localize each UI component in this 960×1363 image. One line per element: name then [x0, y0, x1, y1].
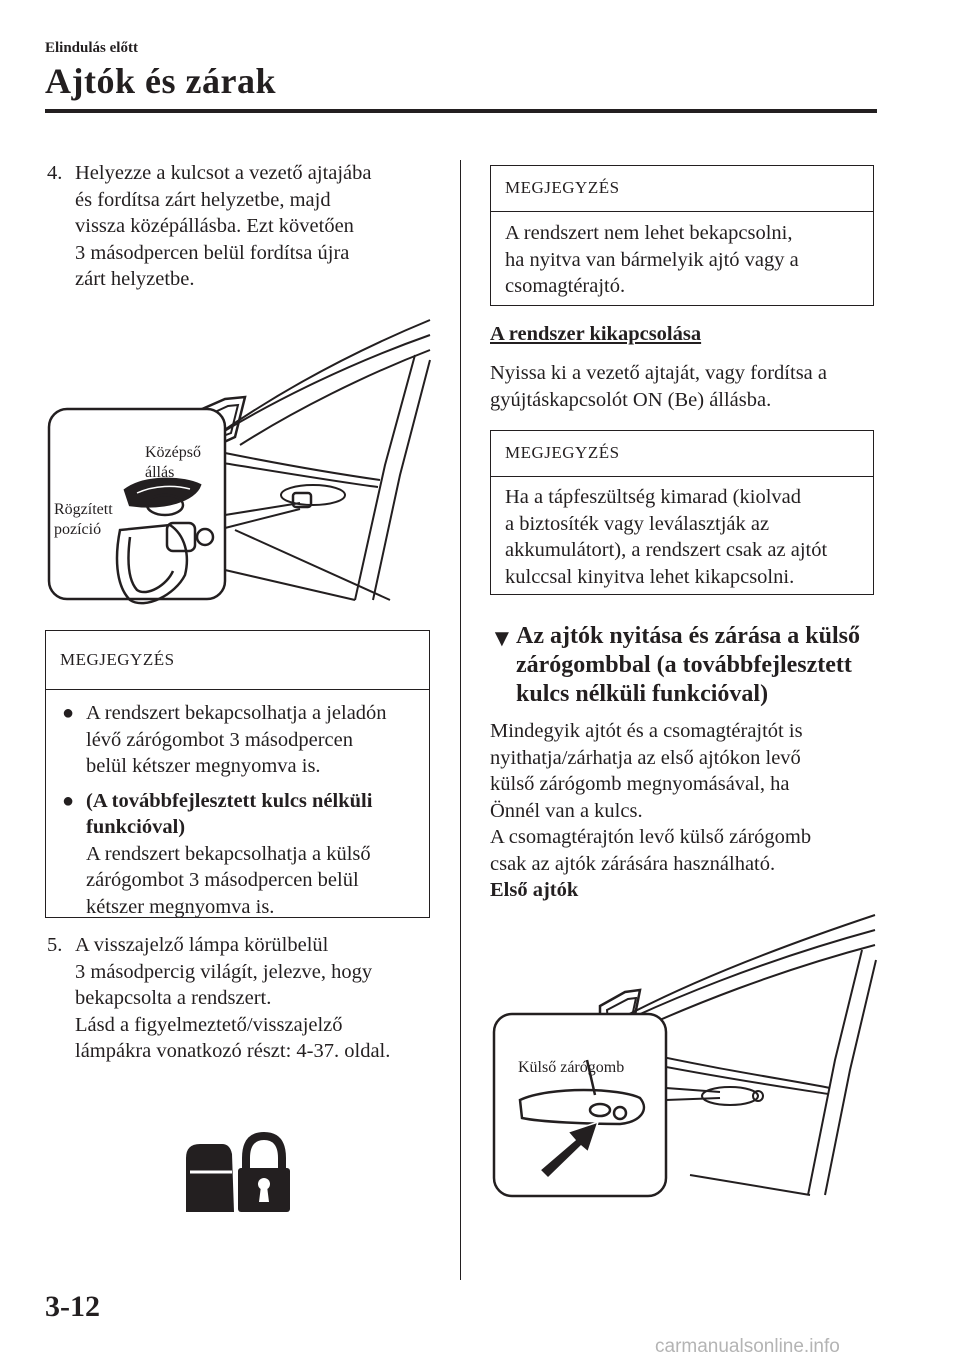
paragraph-1: [490, 360, 827, 413]
note-line: akkumulátort), a rendszert csak az ajtót: [505, 539, 828, 561]
para-line: gyújtáskapcsolót ON (Be) állásba.: [490, 388, 772, 411]
label-middle-position-2: állás: [145, 464, 175, 481]
step-line: és fordítsa zárt helyzetbe, majd: [75, 188, 331, 211]
para-line: A csomagtérajtón levő külső zárógomb: [490, 826, 812, 848]
sub-heading: [490, 321, 701, 348]
section-heading: [490, 622, 860, 709]
para-line: Mindegyik ajtót és a csomagtérajtót is: [490, 720, 803, 742]
label-locked-position: Rögzített: [54, 501, 113, 518]
para-line: Nyissa ki a vezető ajtaját, vagy fordítsa a: [490, 362, 827, 384]
section-heading-line: Az ajtók nyitása és zárása a külső: [516, 623, 861, 649]
door-request-switch-illustration: [490, 910, 880, 1200]
note-line: A rendszert nem lehet bekapcsolni,: [505, 222, 793, 244]
step-number: 5.: [47, 934, 63, 956]
step-line: Helyezze a kulcsot a vezető ajtajába: [75, 162, 372, 184]
step-line: zárt helyzetbe.: [75, 268, 195, 290]
note-bullet: [60, 700, 415, 780]
para-line: nyithatja/zárhatja az első ajtókon levő: [490, 746, 801, 769]
column-divider: [460, 160, 461, 1280]
bullet-dot: ●: [62, 702, 75, 724]
note-line: kétszer megnyomva is.: [86, 895, 275, 918]
step-line: lámpákra vonatkozó részt: 4-37. oldal.: [75, 1040, 391, 1062]
note-line: belül kétszer megnyomva is.: [86, 755, 321, 777]
page-title: Ajtók és zárak: [45, 61, 276, 101]
note-heading: MEGJEGYZÉS: [491, 431, 873, 477]
step-5: [47, 932, 447, 1065]
para-line: csak az ajtók zárására használható.: [490, 852, 776, 875]
step-line: A visszajelző lámpa körülbelül: [75, 934, 329, 956]
note-line: A rendszert bekapcsolhatja a külső: [86, 842, 371, 865]
page-number: 3-12: [45, 1290, 100, 1323]
step-line: bekapcsolta a rendszert.: [75, 987, 272, 1009]
note-line-bold: (A továbbfejlesztett kulcs nélküli: [86, 789, 373, 812]
note-line: a biztosíték vagy leválasztják az: [505, 512, 770, 535]
note-box-right-2: [490, 430, 874, 595]
note-bullet: [60, 788, 415, 921]
header-rule: [45, 109, 877, 113]
para-line: külső zárógomb megnyomásával, ha: [490, 773, 790, 795]
label-request-switch: Külső zárógomb: [518, 1059, 625, 1076]
step-line: 3 másodpercen belül fordítsa újra: [75, 241, 350, 264]
front-doors-label: Első ajtók: [490, 879, 579, 901]
sub-heading-text: A rendszer kikapcsolása: [490, 323, 702, 345]
note-line: ha nyitva van bármelyik ajtó vagy a: [505, 248, 799, 271]
note-line: lévő zárógombot 3 másodpercen: [86, 728, 353, 751]
note-heading: MEGJEGYZÉS: [46, 631, 429, 690]
note-line: kulccsal kinyitva lehet kikapcsolni.: [505, 565, 795, 588]
note-line: Ha a tápfeszültség kimarad (kiolvad: [505, 486, 801, 508]
note-heading: MEGJEGYZÉS: [491, 166, 873, 212]
double-lock-indicator-icon: [182, 1128, 292, 1213]
section-heading-line: zárógombbal (a továbbfejlesztett: [516, 652, 852, 678]
section-marker-icon: ▼: [490, 626, 514, 652]
label-middle-position: Középső: [145, 444, 201, 461]
note-box-left: [45, 630, 430, 918]
note-line: csomagtérajtó.: [505, 275, 626, 297]
section-label: Elindulás előtt: [45, 40, 138, 56]
note-line: zárógombot 3 másodpercen belül: [86, 869, 359, 891]
step-line: Lásd a figyelmeztető/visszajelző: [75, 1013, 343, 1036]
paragraph-2: [490, 718, 811, 904]
note-line-bold: funkcióval): [86, 816, 186, 838]
section-heading-line: kulcs nélküli funkcióval): [516, 681, 769, 707]
step-line: vissza középállásba. Ezt követően: [75, 215, 354, 237]
step-line: 3 másodpercig világít, jelezve, hogy: [75, 960, 373, 983]
note-box-right-1: [490, 165, 874, 306]
label-locked-position-2: pozíció: [54, 521, 102, 538]
bullet-dot: ●: [62, 789, 75, 812]
watermark: carmanualsonline.info: [655, 1336, 840, 1357]
note-line: A rendszert bekapcsolhatja a jeladón: [86, 702, 387, 724]
step-4: [47, 160, 447, 293]
door-key-cylinder-illustration: [45, 315, 435, 610]
step-number: 4.: [47, 162, 63, 184]
para-line: Önnél van a kulcs.: [490, 799, 643, 822]
